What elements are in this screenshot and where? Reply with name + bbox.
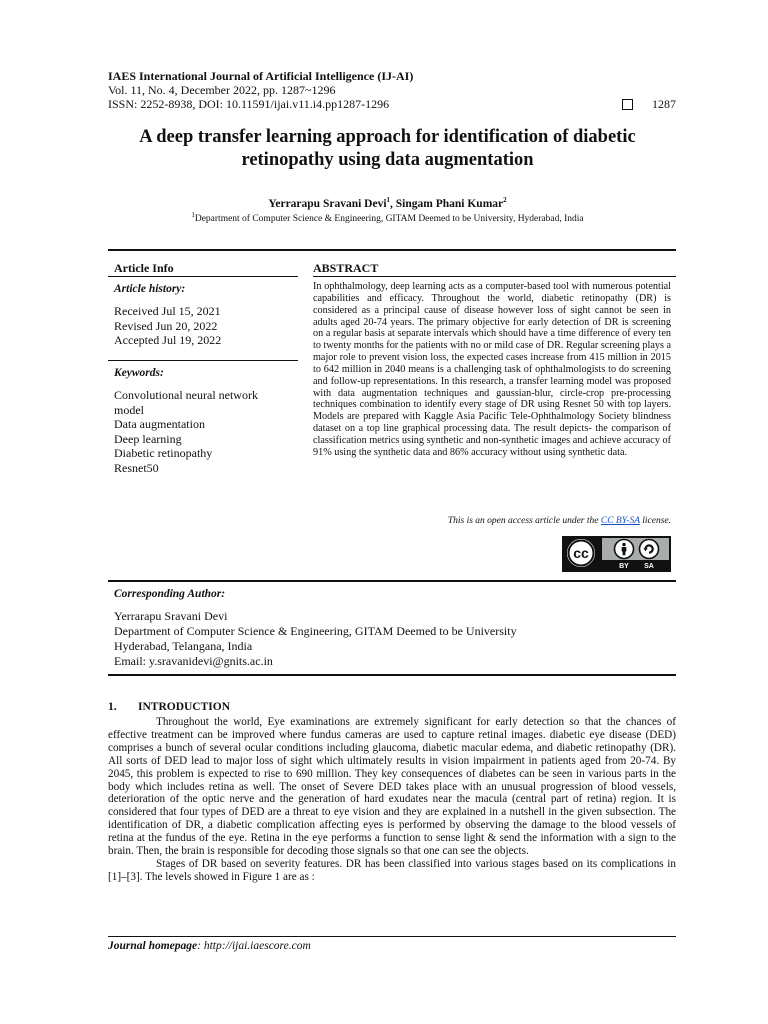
by-person-icon — [615, 540, 634, 559]
corresponding-email: Email: y.sravanidevi@gnits.ac.in — [114, 654, 273, 668]
corresponding-dept: Department of Computer Science & Engineering, GITAM Deemed to be University — [114, 624, 517, 638]
keyword: Convolutional neural network — [114, 388, 258, 402]
keyword: model — [114, 402, 144, 417]
author-2: Singam Phani Kumar — [395, 197, 504, 210]
keywords-rule — [108, 360, 298, 361]
corresponding-name: Yerrarapu Sravani Devi — [114, 609, 228, 623]
keyword: Diabetic retinopathy — [114, 446, 213, 460]
footer-label: Journal homepage — [108, 940, 198, 952]
cc-by-sa-logo — [562, 536, 671, 572]
intro-paragraph-1: Throughout the world, Eye examinations are extremely significant for early detection so that the chances of effective treatment can be improved where fundus cameras are used to capture retinal images. diabetic eye disease (DED) comprises a bunch of several ocular conditions including glaucoma, diabetic macular edema, and diabetic retinopathy (DR). All sorts of DED lead to major loss of sight which ultimately results in vision impairment in patients aged from 20-74. By 2045, this problem is expected to rise to 690 million. They key consequences of diabetes can be seen in various parts in the body which includes retina as well. The onset of Severe DED takes place with an unusual progression of blood vessels, deterioration of the optic nerve and the generation of hard exudates near the macula (central part of retina) region. It is considered that four types of DED are a threat to eye vision and they are explained in a nutshell in the given subsection. The identification of DR, a diabetic complication affecting eyes is performed by observing the damage to the blood vessels of retina at the fundus of the eye. Retina in the eye performs a function to sense light & send the information with a sign to the brain. Then, the brain is responsible for decoding those signals so that one can see the objects. — [108, 716, 676, 858]
author-2-sup: 2 — [503, 196, 507, 204]
intro-paragraph-2: Stages of DR based on severity features. DR has been classified into various stages based on its complications in [1]–[3]. The levels showed in Figure 1 are as : — [108, 857, 676, 883]
introduction-body — [108, 716, 676, 884]
section-number: 1. — [108, 701, 117, 713]
by-label: BY — [619, 563, 629, 570]
keyword: Deep learning — [114, 431, 182, 446]
oa-prefix: This is an open access article under the — [447, 516, 601, 526]
share-alike-icon — [640, 540, 659, 559]
keywords-heading: Keywords: — [114, 367, 164, 379]
corresponding-city: Hyderabad, Telangana, India — [114, 639, 253, 653]
page-number: 1287 — [652, 97, 676, 111]
author-1-sup: 1 — [386, 196, 391, 204]
oa-suffix: license. — [639, 516, 671, 526]
sa-label: SA — [644, 563, 654, 570]
keyword: Resnet50 — [114, 460, 159, 475]
paper-title — [100, 126, 675, 172]
title-line-2: retinopathy using data augmentation — [241, 150, 534, 170]
keyword: Data augmentation — [114, 417, 205, 431]
cc-by-sa-badge[interactable] — [562, 536, 671, 572]
author-1: Yerrarapu Sravani Devi — [268, 197, 387, 210]
cc-text: cc — [573, 545, 589, 561]
cc-by-sa-link[interactable]: CC BY-SA — [600, 516, 640, 526]
corresponding-heading: Corresponding Author: — [114, 588, 226, 600]
footer-rule — [108, 936, 676, 937]
journal-homepage — [108, 940, 311, 952]
article-history — [114, 304, 221, 348]
article-info-heading: Article Info — [114, 261, 174, 275]
accepted-date: Accepted Jul 19, 2022 — [114, 333, 222, 347]
author-separator: , — [390, 197, 396, 210]
footer-colon: : — [197, 940, 204, 952]
authors — [100, 196, 675, 210]
keywords-list — [114, 388, 258, 475]
affiliation-sup: 1 — [191, 211, 195, 219]
section-heading-introduction — [108, 701, 230, 713]
abstract-text: In ophthalmology, deep learning acts as a computer-based tool with numerous potential capabilities and efficacy. Throughout the world, diabetic retinopathy (DR) is considered as a principal cause of disease however loss of sight cannot be seen in adults aged 20-74 years. The primary objective for early detection of DR is screening on a regular basis at separate intervals which should have a time difference of every ten to twenty months for the patients with no or mild case of DR. Regular screening plays a major role to prevent vision loss, the expected cases increase from 415 million in 2015 to 642 million in 2040 means is a challenging task of ophthalmologists to do screening and follow-up representations. In this research, a transfer learning model was proposed with data augmentation techniques and gaussian-blur, circle-crop pre-processing techniques combination to identify every stage of DR using Resnet 50 with top layers. Models are prepared with Kaggle Asia Pacific Tele-Ophthalmology Society blindness dataset on a top line graphical processing data. The result depicts- the comparison of classification metrics using synthetic and non-synthetic images and achieve accuracy of 91% using the synthetic data and 86% accuracy without using synthetic data. — [313, 281, 671, 458]
info-bottom-rule — [108, 580, 676, 582]
corresponding-details — [114, 609, 517, 669]
title-line-1: A deep transfer learning approach for identification of diabetic — [139, 127, 636, 147]
footer-url[interactable]: http://ijai.iaescore.com — [203, 940, 311, 952]
article-info-rule — [108, 276, 298, 277]
journal-name: IAES International Journal of Artificial Intelligence (IJ-AI) — [108, 69, 414, 83]
corresponding-bottom-rule — [108, 674, 676, 676]
affiliation-text: Department of Computer Science & Engineering, GITAM Deemed to be University, Hyderabad, India — [194, 214, 584, 225]
open-access-note — [313, 516, 671, 526]
article-history-heading: Article history: — [114, 283, 186, 295]
section-title: INTRODUCTION — [138, 701, 231, 713]
square-bullet-icon — [622, 99, 633, 110]
abstract-rule — [313, 276, 676, 277]
affiliation — [100, 211, 675, 224]
issn-doi: ISSN: 2252-8938, DOI: 10.11591/ijai.v11.i4.pp1287-1296 — [108, 97, 390, 111]
volume-info: Vol. 11, No. 4, December 2022, pp. 1287~1296 — [108, 83, 336, 97]
info-top-rule — [108, 249, 676, 251]
received-date: Received Jul 15, 2021 — [114, 304, 221, 318]
abstract-heading: ABSTRACT — [313, 261, 379, 275]
revised-date: Revised Jun 20, 2022 — [114, 318, 218, 333]
